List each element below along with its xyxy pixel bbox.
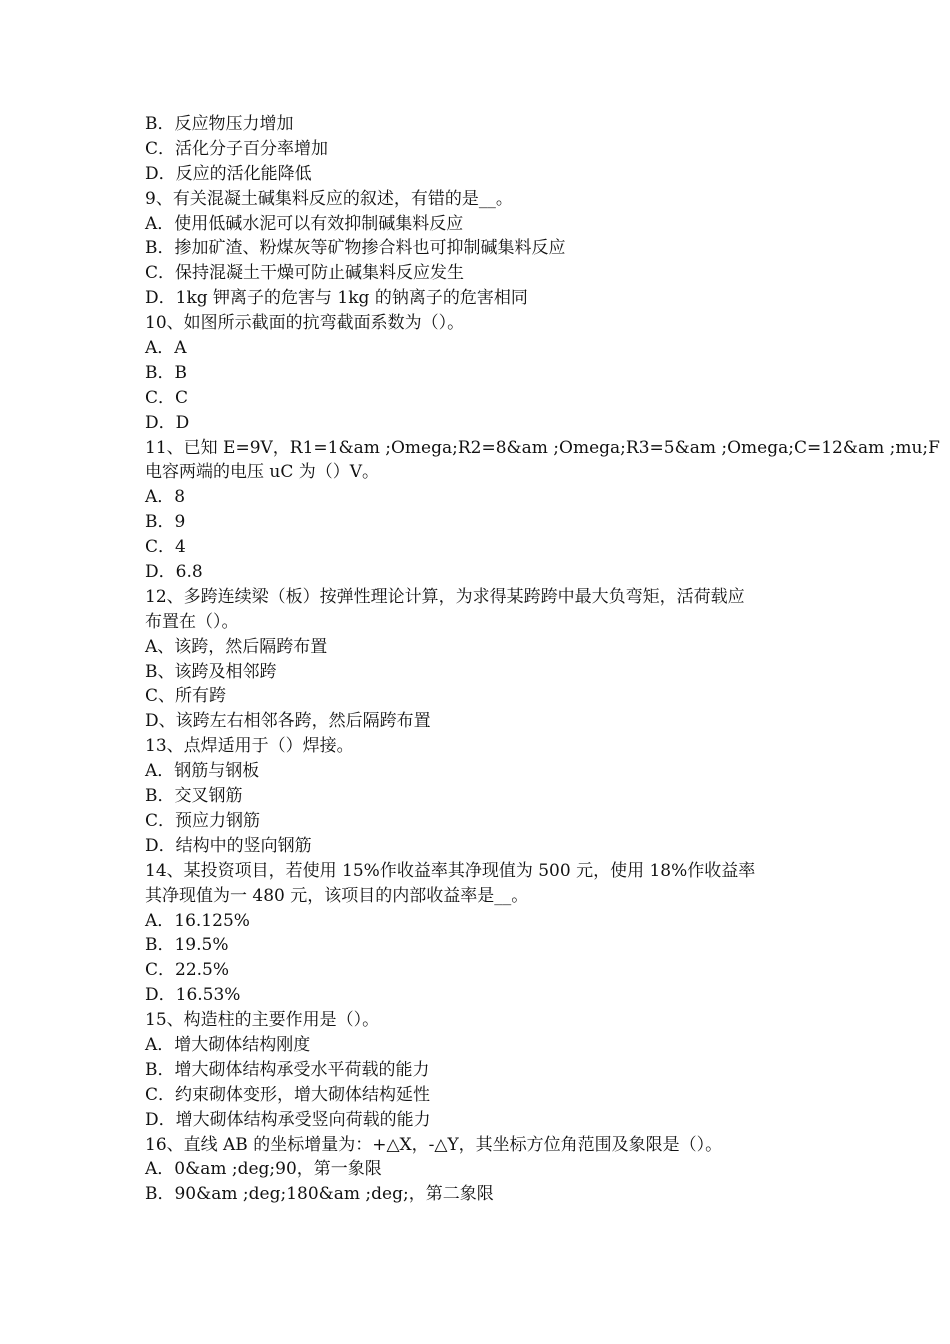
text-line: 电容两端的电压 uC 为（）V。 <box>145 462 380 483</box>
text-line: C．活化分子百分率增加 <box>145 138 329 159</box>
text-line: C．4 <box>145 537 186 558</box>
text-line: C．保持混凝土干燥可防止碱集料反应发生 <box>145 263 465 284</box>
text-line: A．钢筋与钢板 <box>145 761 260 782</box>
text-line: B．19.5% <box>145 935 229 956</box>
text-line: C．C <box>145 387 189 408</box>
text-line: D．6.8 <box>145 562 203 583</box>
text-line: 9、有关混凝土碱集料反应的叙述，有错的是__。 <box>145 188 513 209</box>
text-line: 14、某投资项目，若使用 15%作收益率其净现值为 500 元，使用 18%作收益率 <box>145 860 756 881</box>
text-line: C．约束砌体变形，增大砌体结构延性 <box>145 1084 431 1105</box>
text-line: 15、构造柱的主要作用是（）。 <box>145 1010 380 1031</box>
text-line: C．22.5% <box>145 960 230 981</box>
text-line: A．8 <box>145 487 186 508</box>
text-line: 13、点焊适用于（）焊接。 <box>145 736 354 757</box>
text-line: B．90&am ;deg;180&am ;deg;，第二象限 <box>145 1184 494 1205</box>
text-line: C．预应力钢筋 <box>145 810 261 831</box>
text-line: B．交叉钢筋 <box>145 786 243 807</box>
text-line: D．结构中的竖向钢筋 <box>145 835 312 856</box>
text-line: D．16.53% <box>145 985 241 1006</box>
text-line: 12、多跨连续梁（板）按弹性理论计算，为求得某跨跨中最大负弯矩，活荷载应 <box>145 586 745 607</box>
text-line: D．反应的活化能降低 <box>145 163 312 184</box>
text-line: A．增大砌体结构刚度 <box>145 1034 311 1055</box>
text-line: B．B <box>145 362 187 383</box>
text-line: D．D <box>145 412 190 433</box>
document-body <box>145 112 940 1207</box>
text-line: 10、如图所示截面的抗弯截面系数为（）。 <box>145 313 465 334</box>
text-line: A．16.125% <box>145 910 250 931</box>
text-line: D．增大砌体结构承受竖向荷载的能力 <box>145 1109 431 1130</box>
text-line: A．0&am ;deg;90，第一象限 <box>145 1159 382 1180</box>
text-line: B．增大砌体结构承受水平荷载的能力 <box>145 1059 430 1080</box>
text-line: 其净现值为一 480 元，该项目的内部收益率是__。 <box>145 885 529 906</box>
text-line: B．掺加矿渣、粉煤灰等矿物掺合料也可抑制碱集料反应 <box>145 238 566 259</box>
text-line: D、该跨左右相邻各跨，然后隔跨布置 <box>145 711 431 732</box>
text-line: 布置在（）。 <box>145 611 239 632</box>
text-line: D．1kg 钾离子的危害与 1kg 的钠离子的危害相同 <box>145 288 528 309</box>
text-line: 11、已知 E=9V，R1=1&am ;Omega;R2=8&am ;Omega;R3=5&am ;Omega;C=12&am ;mu;F <box>145 437 940 458</box>
text-line: B、该跨及相邻跨 <box>145 661 277 682</box>
text-line: B．9 <box>145 512 186 533</box>
text-line: B．反应物压力增加 <box>145 114 294 134</box>
text-line: A．使用低碱水泥可以有效抑制碱集料反应 <box>145 213 464 234</box>
text-line: A、该跨，然后隔跨布置 <box>145 636 328 657</box>
text-line: A．A <box>145 338 187 359</box>
text-line: 16、直线 AB 的坐标增量为：+△X，-△Y，其坐标方位角范围及象限是（）。 <box>145 1134 723 1155</box>
text-line: C、所有跨 <box>145 686 227 707</box>
